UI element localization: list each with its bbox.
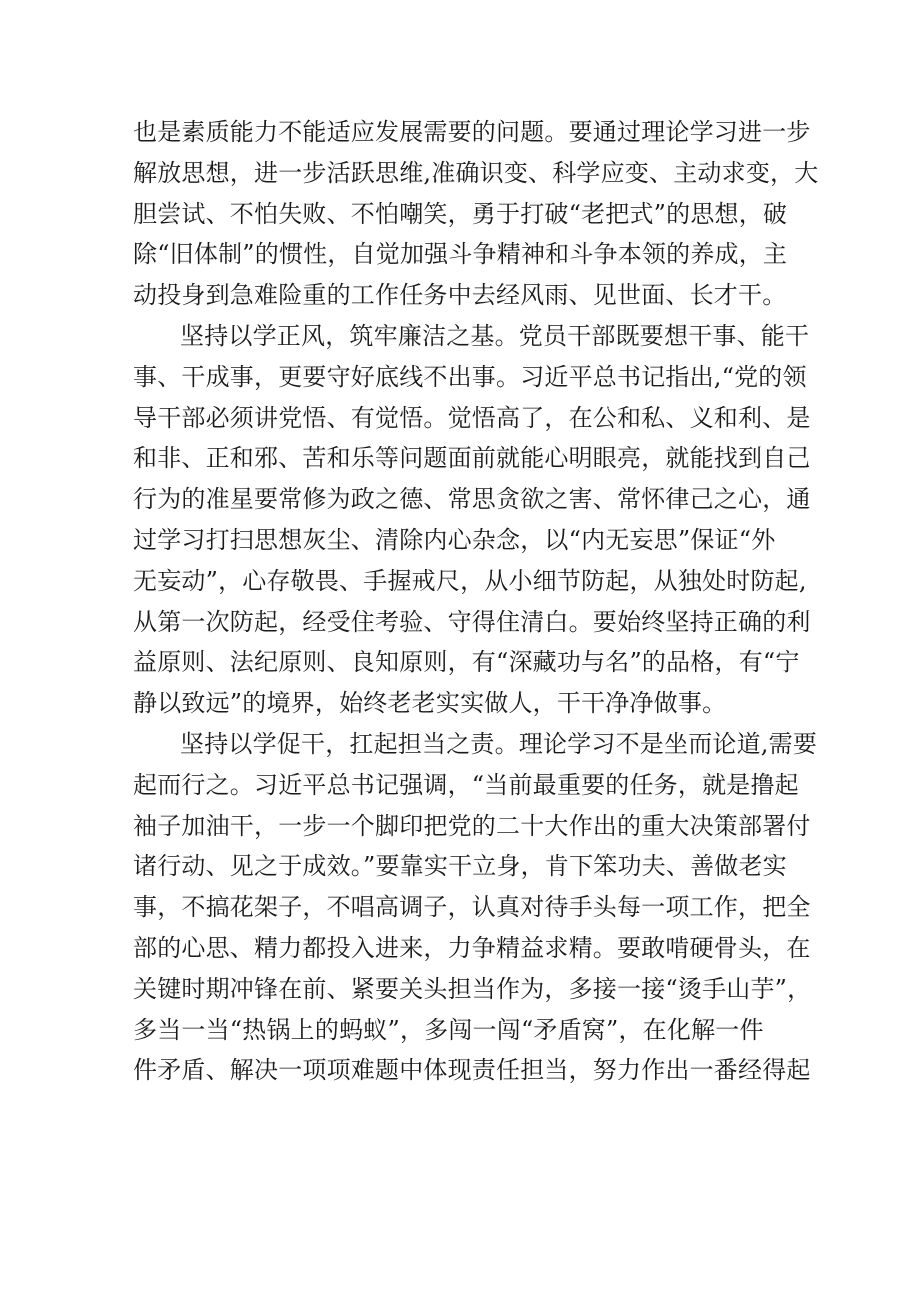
text-line: 行为的准星要常修为政之德、常思贪欲之害、常怀律己之心，通 (133, 485, 811, 514)
text-line: 无妄动”，心存敬畏、手握戒尺，从小细节防起，从独处时防起, (133, 566, 807, 595)
text-line: 动投身到急难险重的工作任务中去经风雨、见世面、长才干。 (133, 281, 787, 310)
body-text (133, 112, 819, 1091)
text-line: 胆尝试、不怕失败、不怕嘲笑，勇于打破“老把式”的思想，破 (133, 199, 788, 228)
text-line: 也是素质能力不能适应发展需要的问题。要通过理论学习进一步 (133, 118, 811, 146)
text-line: 多当一当“热锅上的蚂蚁”，多闯一闯“矛盾窝”，在化解一件 (133, 1015, 764, 1044)
text-line: 部的心思、精力都投入进来，力争精益求精。要敢啃硬骨头，在 (133, 933, 811, 962)
text-line: 过学习打扫思想灰尘、清除内心杂念，以“内无妄思”保证“外 (133, 525, 776, 554)
text-line: 导干部必须讲党悟、有觉悟。觉悟高了，在公和私、义和利、是 (133, 403, 811, 432)
text-line: 静以致远”的境界，始终老老实实做人，干干净净做事。 (133, 689, 727, 718)
text-line: 袖子加油干，一步一个脚印把党的二十大作出的重大决策部署付 (133, 811, 811, 840)
text-line: 诸行动、见之于成效。”要靠实干立身，肯下笨功夫、善做老实 (133, 852, 787, 881)
text-line: 起而行之。习近平总书记强调，“当前最重要的任务，就是撸起 (133, 770, 799, 799)
text-line: 关键时期冲锋在前、紧要关头担当作为，多接一接“烫手山芋”， (133, 974, 812, 1003)
text-line: 除“旧体制”的惯性，自觉加强斗争精神和斗争本领的养成，主 (133, 240, 788, 269)
paragraph-start-line: 坚持以学促干，扛起担当之责。理论学习不是坐而论道,需要 (180, 729, 818, 758)
text-line: 益原则、法纪原则、良知原则，有“深藏功与名”的品格，有“宁 (133, 648, 800, 677)
text-line: 事、干成事，更要守好底线不出事。习近平总书记指出,“党的领 (133, 362, 807, 391)
text-line: 件矛盾、解决一项项难题中体现责任担当，努力作出一番经得起 (133, 1056, 811, 1085)
paragraph-start-line: 坚持以学正风，筑牢廉洁之基。党员干部既要想干事、能干 (180, 321, 810, 350)
text-line: 和非、正和邪、苦和乐等问题面前就能心明眼亮，就能找到自己 (133, 444, 811, 473)
text-line: 从第一次防起，经受住考验、守得住清白。要始终坚持正确的利 (133, 607, 811, 636)
text-line: 事，不搞花架子，不唱高调子，认真对待手头每一项工作，把全 (133, 893, 811, 922)
text-line: 解放思想，进一步活跃思维,准确识变、科学应变、主动求变，大 (133, 158, 819, 187)
